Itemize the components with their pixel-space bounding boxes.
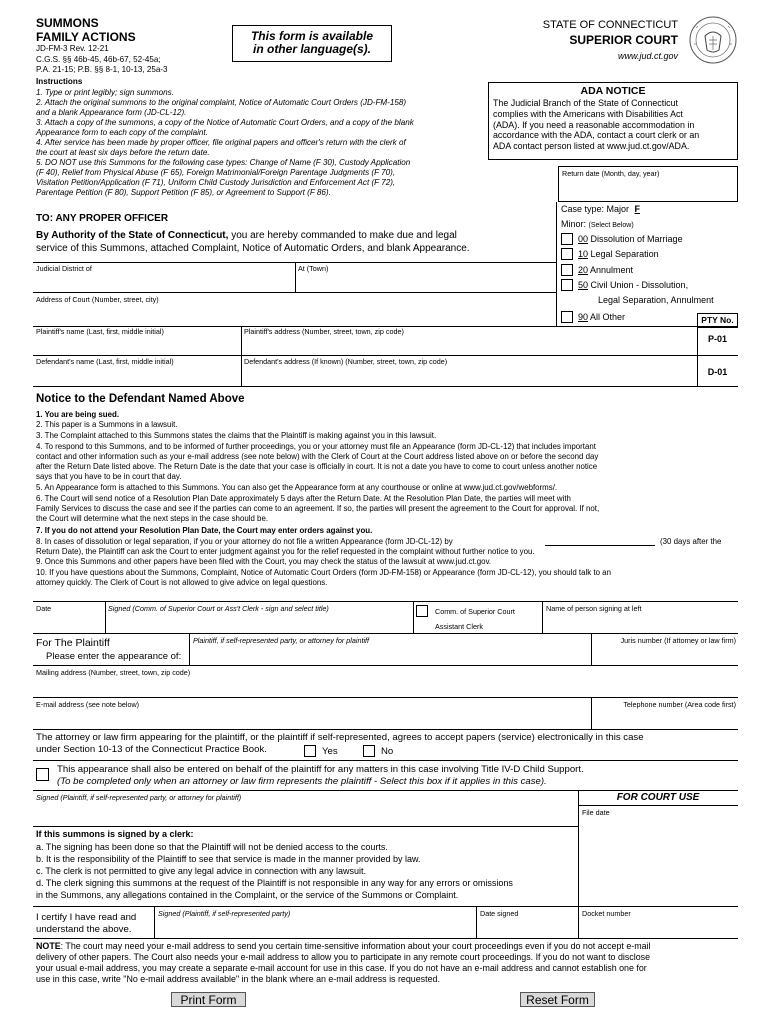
language-box xyxy=(232,25,392,62)
plaintiff-signature-input[interactable] xyxy=(36,803,571,825)
electronic-no-checkbox[interactable] xyxy=(363,745,375,757)
notice-line: 10. If you have questions about the Summons, Complaint, Notice of Automatic Court Orders (form JD-FM-158) or Appearance (form JD-CL-12), you should talk to an xyxy=(36,568,611,577)
defendant-name-input[interactable] xyxy=(36,367,236,383)
note-line: use in this case, write "No e-mail address available" in the blank where an e-mail address is requested. xyxy=(36,974,440,984)
instruction-line: Appearance form to each copy of the complaint. xyxy=(36,128,208,137)
clerk-item: b. It is the responsibility of the Plaintiff to see that service is made in the manner provided by law. xyxy=(36,854,421,864)
juris-number-label: Juris number (If attorney or law firm) xyxy=(620,636,736,645)
case-code: 00 xyxy=(578,234,589,244)
clerk-signature-input[interactable] xyxy=(108,614,408,631)
notice-line: the Court will determine what the next steps in the case should be. xyxy=(36,514,269,523)
case-00-label xyxy=(578,234,683,245)
comm-superior-court-checkbox[interactable] xyxy=(416,605,428,617)
clerk-heading: If this summons is signed by a clerk: xyxy=(36,829,194,839)
defendant-name-label: Defendant's name (Last, first, middle initial) xyxy=(36,357,174,366)
appearance-deadline-blank[interactable] xyxy=(545,545,655,546)
note-line-1 xyxy=(36,941,741,952)
notice-line: after the Return Date listed above. The Return Date is the date that your case is officially in court. It is not a date you have to come to court unless another notice xyxy=(36,462,598,471)
defendant-pty-no: D-01 xyxy=(707,367,728,377)
iv-d-line-1: This appearance shall also be entered on behalf of the plaintiff for any matters in this case involving Title IV-D Child Support. xyxy=(57,764,584,775)
plaintiff-signed-label: Signed (Plaintiff, if self-represented party, or attorney for plaintiff) xyxy=(36,793,242,802)
case-90-label xyxy=(578,312,625,323)
electronic-no-label: No xyxy=(381,746,394,757)
clerk-item: a. The signing has been done so that the Plaintiff will not be denied access to the courts. xyxy=(36,842,388,852)
case-10-label xyxy=(578,249,659,260)
juris-number-input[interactable] xyxy=(596,646,734,663)
practice-book-ref: P.A. 21-15; P.B. §§ 8-1, 10-13, 25a-3 xyxy=(36,65,168,74)
plaintiff-address-input[interactable] xyxy=(244,337,694,353)
case-text: Legal Separation xyxy=(590,249,659,259)
court-address-label: Address of Court (Number, street, city) xyxy=(36,295,159,304)
judicial-district-input[interactable] xyxy=(36,273,291,290)
case-20-checkbox[interactable] xyxy=(561,264,573,276)
instruction-line: 1. Type or print legibly; sign summons. xyxy=(36,88,174,97)
notice-line: attorney quickly. The Clerk of Court is not allowed to give advice on legal questions. xyxy=(36,578,328,587)
instruction-line: Parentage Petition (F 80), Support Petition (F 85), or Agreement to Support (F 86). xyxy=(36,188,331,197)
defendant-address-label: Defendant's address (If known) (Number, street, town, zip code) xyxy=(244,357,448,366)
notice-line: 1. You are being sued. xyxy=(36,410,120,419)
clerk-items xyxy=(36,841,576,901)
note-line: your usual e-mail address, you may create a separate e-mail account for use in this case. If you do not have an e-mail address and cannot establish one for xyxy=(36,963,647,973)
certify-line-1: I certify I have read and xyxy=(36,912,137,923)
date-input[interactable] xyxy=(36,614,101,631)
for-court-use-label: FOR COURT USE xyxy=(616,792,700,803)
name-signing-input[interactable] xyxy=(546,614,734,631)
form-subtitle: FAMILY ACTIONS xyxy=(36,30,136,44)
plaintiff-signature-label: Plaintiff, if self-represented party, or attorney for plaintiff xyxy=(193,636,370,645)
telephone-label: Telephone number (Area code first) xyxy=(623,700,736,709)
officer-line-1 xyxy=(36,229,556,242)
instructions-list xyxy=(36,88,486,198)
iv-d-text xyxy=(57,764,737,788)
ada-line: The Judicial Branch of the State of Connecticut xyxy=(493,98,679,108)
defendant-address-input[interactable] xyxy=(244,367,694,383)
form-id: JD-FM-3 Rev. 12-21 xyxy=(36,44,109,53)
ada-notice-box xyxy=(488,82,738,160)
case-code: 20 xyxy=(578,265,589,275)
state-seal-icon xyxy=(688,14,738,66)
officer-line-1-rest: you are hereby commanded to make due and legal xyxy=(228,230,457,241)
case-90-checkbox[interactable] xyxy=(561,311,573,323)
plaintiff-pty-no: P-01 xyxy=(707,334,727,344)
iv-d-line-2: (To be completed only when an attorney or law firm represents the plaintiff - Select this box if it applies in this case). xyxy=(57,776,547,787)
return-date-field[interactable] xyxy=(558,166,738,202)
court-url: www.jud.ct.gov xyxy=(617,51,678,61)
case-type-major-label: Case type: Major xyxy=(561,204,630,214)
case-10-checkbox[interactable] xyxy=(561,248,573,260)
case-00-checkbox[interactable] xyxy=(561,233,573,245)
certify-text xyxy=(36,912,136,936)
ada-line: accordance with the ADA, contact a court clerk or an xyxy=(493,130,700,141)
minor-label: Minor: xyxy=(561,219,587,229)
case-50-label xyxy=(578,280,688,291)
email-input[interactable] xyxy=(36,710,586,727)
case-code: 50 xyxy=(578,280,589,290)
ada-line: (ADA). If you need a reasonable accommodation in xyxy=(493,119,695,130)
language-line-1: This form is available xyxy=(250,29,374,43)
plaintiff-address-label: Plaintiff's address (Number, street, town, zip code) xyxy=(244,327,404,336)
plaintiff-appearance-input[interactable] xyxy=(193,646,588,663)
notice-line: 4. To respond to this Summons, and to be informed of further proceedings, you or your attorney must file an Appearance (form JD-CL-12) that includes important xyxy=(36,442,596,451)
at-town-label: At (Town) xyxy=(298,264,329,273)
signed-clerk-label: Signed (Comm. of Superior Court or Ass't Clerk - sign and select title) xyxy=(108,604,329,613)
case-code: 90 xyxy=(578,312,589,322)
case-20-label xyxy=(578,265,633,276)
iv-d-checkbox[interactable] xyxy=(36,768,49,781)
mailing-address-label: Mailing address (Number, street, town, zip code) xyxy=(36,668,191,677)
email-label: E-mail address (see note below) xyxy=(36,700,140,709)
pty-no-header xyxy=(697,313,738,328)
pty-no-label: PTY No. xyxy=(701,315,734,325)
statute-ref: C.G.S. §§ 46b-45, 46b-67, 52-45a; xyxy=(36,55,161,64)
case-text: Dissolution of Marriage xyxy=(590,234,683,244)
notice-line: Return Date), the Plaintiff can ask the Court to enter judgment against you for the relief requested in the complaint without further notice to you. xyxy=(36,547,535,556)
court-name: SUPERIOR COURT xyxy=(569,33,678,47)
electronic-yes-checkbox[interactable] xyxy=(304,745,316,757)
case-type-label xyxy=(561,204,640,215)
case-text: All Other xyxy=(590,312,626,322)
notice-line: 7. If you do not attend your Resolution Plan Date, the Court may enter orders against you. xyxy=(36,526,373,535)
officer-text xyxy=(36,229,556,255)
minor-hint: (Select Below) xyxy=(588,222,634,229)
ada-title: ADA NOTICE xyxy=(580,85,646,97)
ada-text xyxy=(489,98,737,152)
form-title: SUMMONS xyxy=(36,16,99,30)
clerk-item: c. The clerk is not permitted to give any legal advice in connection with any lawsuit. xyxy=(36,866,367,876)
officer-line-2: service of this Summons, attached Complaint, Notice of Automatic Orders, and blank Appearance. xyxy=(36,243,470,254)
clerk-item: in the Summons, any allegations contained in the Complaint, or the service of the Summons or Complaint. xyxy=(36,890,459,900)
instruction-line: 3. Attach a copy of the summons, a copy of the Notice of Automatic Court Orders, and a copy of the blank xyxy=(36,118,414,127)
note-line: delivery of other papers. The Court also needs your e-mail address to allow you to participate in any remote court proceedings. If you do not want to disclose xyxy=(36,952,651,962)
case-type-major-value: F xyxy=(634,204,641,214)
instruction-line: Visitation Petition/Application (F 71), Uniform Child Custody Jurisdiction and Enforcement Act (F 72), xyxy=(36,178,396,187)
enter-appearance-label: Please enter the appearance of: xyxy=(46,651,182,662)
instruction-line: and a blank Appearance form (JD-CL-12). xyxy=(36,108,187,117)
docket-number-label: Docket number xyxy=(582,909,631,918)
electronic-yes-label: Yes xyxy=(322,746,338,757)
ada-line: ADA contact person listed at www.jud.ct.gov/ADA. xyxy=(493,141,690,152)
case-50-label-line2: Legal Separation, Annulment xyxy=(598,295,714,305)
notice-line: Family Services to discuss the case and see if the parties can come to an agreement. If so, the parties will present the agreement to the Court for approval. If not, xyxy=(36,504,600,513)
notice-line: 2. This paper is a Summons in a lawsuit. xyxy=(36,420,178,429)
language-line-2: in other language(s). xyxy=(252,42,371,56)
instructions-heading: Instructions xyxy=(36,77,83,86)
certify-line-2: understand the above. xyxy=(36,924,132,935)
instruction-line: the court at least six days before the return date. xyxy=(36,148,210,157)
comm-superior-court-label: Comm. of Superior Court xyxy=(435,607,515,616)
file-date-label: File date xyxy=(582,808,610,817)
judicial-district-label: Judicial District of xyxy=(36,264,92,273)
signed-plaintiff-self-label: Signed (Plaintiff, if self-represented party) xyxy=(158,909,291,918)
officer-heading: TO: ANY PROPER OFFICER xyxy=(36,213,169,224)
instruction-line: 4. After service has been made by proper officer, file original papers and officer's return with the clerk of xyxy=(36,138,406,147)
instruction-line: (F 40), Relief from Physical Abuse (F 65), Foreign Matrimonial/Foreign Parentage Judgments (F 70), xyxy=(36,168,396,177)
ada-line: complies with the Americans with Disabilities Act xyxy=(493,108,683,119)
certify-signature-input[interactable] xyxy=(158,919,472,936)
note-text: : The court may need your e-mail address to send you certain time-sensitive information about your court proceedings even if you do not accept e-mail xyxy=(60,941,651,951)
electronic-line-2: under Section 10-13 of the Connecticut Practice Book. xyxy=(36,744,267,755)
notice-line-8-right: (30 days after the xyxy=(660,537,722,546)
telephone-input[interactable] xyxy=(596,710,734,727)
authority-phrase: By Authority of the State of Connecticut, xyxy=(36,230,229,241)
date-signed-label: Date signed xyxy=(480,909,519,918)
court-address-input[interactable] xyxy=(36,305,551,322)
plaintiff-name-label: Plaintiff's name (Last, first, middle initial) xyxy=(36,327,164,336)
name-signing-label: Name of person signing at left xyxy=(546,604,642,613)
notice-line: contact and other information such as your e-mail address (see note below) with the Clerk of Court at the Court address listed above on or before the second day xyxy=(36,452,599,461)
reset-form-button[interactable]: Reset Form xyxy=(520,992,595,1007)
email-note xyxy=(36,941,741,985)
notice-line: 3. The Complaint attached to this Summons states the claims that the Plaintiff is making against you in this lawsuit. xyxy=(36,431,437,440)
case-type-minor xyxy=(561,219,634,231)
notice-line: 6. The Court will send notice of a Resolution Plan Date approximately 5 days after the Return Date. At the Resolution Plan Date, the parties will meet with xyxy=(36,494,571,503)
print-form-button[interactable]: Print Form xyxy=(171,992,246,1007)
case-code: 10 xyxy=(578,249,589,259)
for-plaintiff-label: For The Plaintiff xyxy=(36,637,110,649)
plaintiff-name-input[interactable] xyxy=(36,337,236,353)
town-input[interactable] xyxy=(298,273,553,290)
date-label: Date xyxy=(36,604,52,613)
docket-number-input[interactable] xyxy=(582,919,734,936)
case-50-checkbox[interactable] xyxy=(561,279,573,291)
instruction-line: 5. DO NOT use this Summons for the following case types: Change of Name (F 30), Custody Application xyxy=(36,158,411,167)
notice-heading: Notice to the Defendant Named Above xyxy=(36,393,245,405)
clerk-item: d. The clerk signing this summons at the request of the Plaintiff is not responsible in any way for any errors or omissions xyxy=(36,878,513,888)
notice-line: says that you have to be in court that day. xyxy=(36,472,182,481)
notice-line: 8. In cases of dissolution or legal separation, if you or your attorney do not file a written Appearance (form JD-CL-12) by xyxy=(36,537,453,546)
date-signed-input[interactable] xyxy=(480,919,574,936)
assistant-clerk-label: Assistant Clerk xyxy=(435,622,483,631)
case-text: Annulment xyxy=(590,265,634,275)
return-date-label: Return date (Month, day, year) xyxy=(562,169,660,178)
mailing-address-input[interactable] xyxy=(36,678,731,695)
notice-line: 9. Once this Summons and other papers have been filed with the Court, you may check the status of the lawsuit at www.jud.ct.gov. xyxy=(36,557,492,566)
note-label: NOTE xyxy=(36,941,61,951)
case-text: Civil Union - Dissolution, xyxy=(590,280,689,290)
notice-line: 5. An Appearance form is attached to this Summons. You can also get the Appearance form at any courthouse or online at www.jud.ct.gov/webforms/. xyxy=(36,483,558,492)
electronic-line-1: The attorney or law firm appearing for the plaintiff, or the plaintiff if self-represented, agrees to accept papers (service) electronically in this case xyxy=(36,732,644,743)
instruction-line: 2. Attach the original summons to the original complaint, Notice of Automatic Court Orders (JD-FM-158) xyxy=(36,98,407,107)
state-name: STATE OF CONNECTICUT xyxy=(542,19,678,31)
